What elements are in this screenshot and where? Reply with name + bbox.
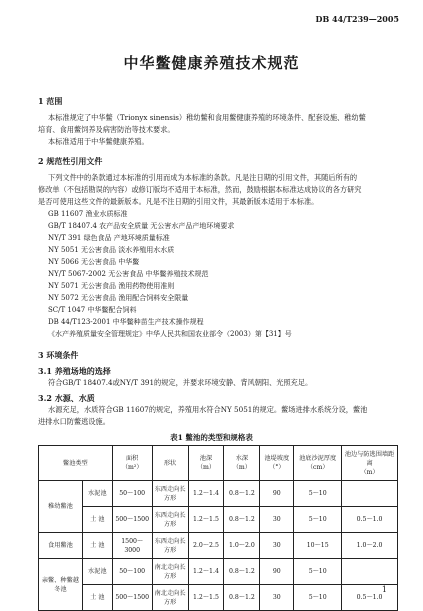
table-cell: 土 池 — [82, 507, 112, 533]
table-row — [39, 585, 398, 611]
section-2-line-3: 是否可使用这些文件的最新版本。凡是不注日期的引用文件，其最新版本适用于本标准。 — [38, 197, 319, 206]
section-3-1-heading: 3.1 养殖场地的选择 — [38, 366, 111, 376]
section-2-heading: 2 规范性引用文件 — [38, 156, 103, 166]
section-1-line-1: 本标准规定了中华鳖（Trionyx sinensis）稚幼鳖和食用鳖健康养殖的环境条件、配套设施、稚幼鳖 — [48, 113, 366, 122]
table-cell: 30 — [260, 507, 294, 533]
reference-item: NY 5066 无公害食品 中华鳖 — [48, 258, 140, 266]
pond-spec-table — [38, 445, 398, 611]
table-cell: 东西走向长方形 — [152, 533, 188, 559]
header-pond-type: 鳖池类型 — [39, 446, 113, 481]
table-cell: 0.5～1.0 — [342, 585, 398, 611]
table-cell: 东西走向长方形 — [152, 481, 188, 507]
section-3-2-heading: 3.2 水源、水质 — [38, 393, 95, 403]
section-3-heading: 3 环境条件 — [38, 350, 79, 360]
standard-code: DB 44/T239—2005 — [315, 14, 399, 24]
section-3-2-line-1: 水源充足，水质符合GB 11607的规定，养殖用水符合NY 5051的规定。鳖场进排水系统分设，鳖池 — [48, 405, 368, 414]
table-cell: 1.2～1.5 — [188, 585, 224, 611]
group-cell: 食用鳖池 — [39, 533, 83, 559]
table-cell: 500～1500 — [112, 507, 152, 533]
table-cell: 1.2～1.4 — [188, 481, 224, 507]
section-3-1-text: 符合GB/T 18407.4或NY/T 391的规定，并要求环境安静、背风朝阳、光照充足。 — [48, 378, 313, 387]
table-cell: 1.0～2.0 — [224, 533, 260, 559]
reference-item: GB 11607 渔业水质标准 — [48, 210, 128, 218]
table-cell: 0.8～1.2 — [224, 559, 260, 585]
table-cell: 2.0～2.5 — [188, 533, 224, 559]
table-cell: 5～10 — [294, 585, 342, 611]
header-water-depth: 水深 （m） — [224, 446, 260, 481]
table-cell: 南北走向长方形 — [152, 585, 188, 611]
header-area: 面积 （m²） — [112, 446, 152, 481]
table-cell: 1.0～2.0 — [342, 533, 398, 559]
table-header-row — [39, 446, 398, 481]
table-cell: 1.2～1.5 — [188, 507, 224, 533]
table-row — [39, 559, 398, 585]
section-1-line-3: 本标准适用于中华鳖健康养殖。 — [48, 137, 149, 146]
group-cell: 稚幼鳖池 — [39, 481, 83, 533]
table-cell: 5～10 — [294, 507, 342, 533]
section-2-line-2: 修改单（不包括勘误的内容）或修订版均不适用于本标准，然而，鼓励根据本标准达成协议的各方研究 — [38, 185, 362, 194]
table-cell: 0.8～1.2 — [224, 507, 260, 533]
reference-item: SC/T 1047 中华鳖配合饲料 — [48, 306, 137, 314]
table-cell: 水泥池 — [82, 559, 112, 585]
header-shape: 形状 — [152, 446, 188, 481]
table-cell: 500～1500 — [112, 585, 152, 611]
table-cell: 5～10 — [294, 481, 342, 507]
table-row — [39, 507, 398, 533]
header-fence: 池边与防逃围墙距离 （m） — [342, 446, 398, 481]
reference-item: NY 5072 无公害食品 渔用配合饲料安全限量 — [48, 294, 189, 302]
table-cell: 50～100 — [112, 559, 152, 585]
table-cell: 水泥池 — [82, 481, 112, 507]
table-cell: 0.8～1.2 — [224, 481, 260, 507]
table-row — [39, 481, 398, 507]
reference-item: NY 5071 无公害食品 渔用药物使用准则 — [48, 282, 175, 290]
reference-item: NY/T 5067-2002 无公害食品 中华鳖养殖技术规范 — [48, 270, 209, 278]
reference-item: NY/T 391 绿色食品 产地环境质量标准 — [48, 234, 170, 242]
page-number: 1 — [381, 585, 387, 594]
table-cell: 30 — [260, 533, 294, 559]
reference-item: NY 5051 无公害食品 淡水养殖用水水质 — [48, 246, 175, 254]
section-1-heading: 1 范围 — [38, 96, 63, 106]
document-title: 中华鳖健康养殖技术规范 — [123, 54, 300, 72]
table-cell: 0.5～1.0 — [342, 507, 398, 533]
table-cell: 南北走向长方形 — [152, 559, 188, 585]
table-cell: 1500～3000 — [112, 533, 152, 559]
table-cell: 东西走向长方形 — [152, 507, 188, 533]
table-cell: 90 — [260, 559, 294, 585]
section-3-2-line-2: 进排水口防鳖逃设施。 — [38, 417, 110, 426]
table-cell: 1.2～1.4 — [188, 559, 224, 585]
table-cell: 0.8～1.2 — [224, 585, 260, 611]
table-row — [39, 533, 398, 559]
reference-item: GB/T 18407.4 农产品安全质量 无公害水产品产地环境要求 — [48, 222, 235, 230]
table-cell: 土 池 — [82, 533, 112, 559]
header-depth: 池深 （m） — [188, 446, 224, 481]
section-1-line-2: 培育、食用鳖饲养及病害防治等技术要求。 — [38, 125, 175, 134]
group-cell: 亲鳖、种鳖越冬池 — [39, 559, 83, 611]
table-cell: 90 — [260, 481, 294, 507]
table-cell: 5～10 — [294, 559, 342, 585]
table-cell: 土 池 — [82, 585, 112, 611]
table-cell — [342, 559, 398, 585]
table-cell — [342, 481, 398, 507]
header-slope: 池堤坡度 （°） — [260, 446, 294, 481]
header-sand: 池底沙泥厚度 （cm） — [294, 446, 342, 481]
reference-item: DB 44/T123-2001 中华鳖种苗生产技术操作规程 — [48, 318, 204, 326]
table-cell: 50～100 — [112, 481, 152, 507]
section-2-line-1: 下列文件中的条款通过本标准的引用而成为本标准的条款。凡是注日期的引用文件，其随后所有的 — [48, 173, 358, 182]
table-caption: 表1 鳖池的类型和规格表 — [170, 433, 253, 442]
reference-item: 《水产养殖质量安全管理规定》中华人民共和国农业部令（2003）第【31】号 — [48, 330, 292, 338]
table-cell: 30 — [260, 585, 294, 611]
table-cell: 10～15 — [294, 533, 342, 559]
